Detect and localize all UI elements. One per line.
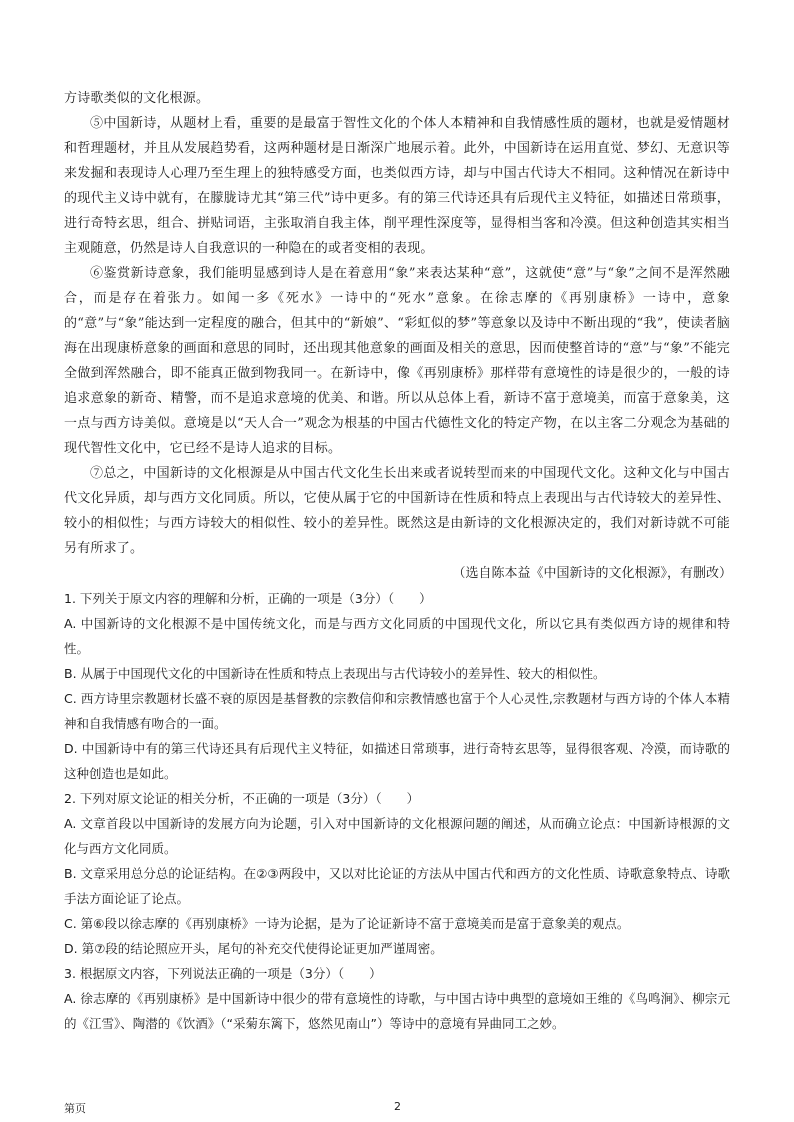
- passage-paragraph-5: ⑤中国新诗，从题材上看，重要的是最富于智性文化的个体人本精神和自我情感性质的题材，也就是爱情题材和哲理题材，并且从发展趋势看，这两种题材是日渐深广地展示着。此外，中国新诗在运用直觉、梦幻、无意识等来发掘和表现诗人心理乃至生理上的独特感受方面，也类似西方诗，却与中国古代诗大不相同。这种情况在新诗中的现代主义诗中就有，在朦胧诗尤其“第三代”诗中更多。有的第三代诗还具有后现代主义特征，如描述日常琐事，进行奇特玄思，组合、拼贴词语，主张取消自我主体，削平理性深度等，显得相当客和冷漠。但这种创造其实相当主观随意，仍然是诗人自我意识的一种隐在的或者变相的表现。: [64, 116, 730, 256]
- question-1-option-a: A. 中国新诗的文化根源不是中国传统文化，而是与西方文化同质的中国现代文化，所以它具有类似西方诗的规律和特性。: [64, 616, 730, 656]
- passage-source: （选自陈本益《中国新诗的文化根源》，有删改）: [452, 566, 732, 581]
- question-1-option-b: B. 从属于中国现代文化的中国新诗在性质和特点上表现出与古代诗较小的差异性、较大的相似性。: [64, 666, 606, 681]
- question-2-option-d: D. 第⑦段的结论照应开头，尾句的补充交代使得论证更加严谨周密。: [64, 941, 443, 956]
- passage-paragraph-6: ⑥鉴赏新诗意象，我们能明显感到诗人是在着意用“象”来表达某种“意”，这就使“意”与“象”之间不是浑然融合，而是存在着张力。如闻一多《死水》一诗中的“死水”意象。在徐志摩的《再别康桥》一诗中，意象的“意”与“象”能达到一定程度的融合，但其中的“新娘”、“彩虹似的梦”等意象以及诗中不断出现的“我”，使读者脑海在出现康桥意象的画面和意思的同时，还出现其他意象的画面及相关的意思，因而使整首诗的“意”与“象”不能完全做到浑然融合，即不能真正做到物我同一。在新诗中，像《再别康桥》那样带有意境性的诗是很少的，一般的诗追求意象的新奇、精警，而不是追求意境的优美、和谐。所以从总体上看，新诗不富于意境美，而富于意象美，这一点与西方诗美似。意境是以“天人合一”观念为根基的中国古代德性文化的特定产物，在以主客二分观念为基础的现代智性文化中，它已经不是诗人追求的目标。: [64, 266, 730, 456]
- question-3-stem: 3. 根据原文内容，下列说法正确的一项是（3分）（ ）: [64, 966, 382, 981]
- question-2-option-c: C. 第⑥段以徐志摩的《再别康桥》一诗为论据，是为了论证新诗不富于意境美而是富于意象美的观点。: [64, 916, 630, 931]
- question-3-option-a: A. 徐志摩的《再别康桥》是中国新诗中很少的带有意境性的诗歌，与中国古诗中典型的意境如王维的《鸟鸣涧》、柳宗元的《江雪》、陶潜的《饮酒》（“采菊东篱下，悠然见南山”）等诗中的意境有异曲同工之妙。: [64, 991, 730, 1031]
- footer-page-label: 第页: [64, 1102, 86, 1115]
- question-2-stem: 2. 下列对原文论证的相关分析，不正确的一项是（3分）（ ）: [64, 791, 420, 806]
- passage-paragraph-7: ⑦总之，中国新诗的文化根源是从中国古代文化生长出来或者说转型而来的中国现代文化。这种文化与中国古代文化异质，却与西方文化同质。所以，它使从属于它的中国新诗在性质和特点上表现出与古代诗较大的差异性、较小的相似性；与西方诗较大的相似性、较小的差异性。既然这是由新诗的文化根源决定的，我们对新诗就不可能另有所求了。: [64, 466, 730, 556]
- question-1-stem: 1. 下列关于原文内容的理解和分析，正确的一项是（3分）（ ）: [64, 591, 432, 606]
- question-2-option-b: B. 文章采用总分总的论证结构。在②③两段中，又以对比论证的方法从中国古代和西方的文化性质、诗歌意象特点、诗歌手法方面论证了论点。: [64, 866, 730, 906]
- question-1-option-c: C. 西方诗里宗教题材长盛不衰的原因是基督教的宗教信仰和宗教情感也富于个人心灵性,宗教题材与西方诗的个体人本精神和自我情感有吻合的一面。: [64, 691, 730, 731]
- passage-line-intro: 方诗歌类似的文化根源。: [64, 91, 210, 106]
- question-2-option-a: A. 文章首段以中国新诗的发展方向为论题，引入对中国新诗的文化根源问题的阐述，从而确立论点：中国新诗根源的文化与西方文化同质。: [64, 816, 730, 856]
- question-1-option-d: D. 中国新诗中有的第三代诗还具有后现代主义特征，如描述日常琐事，进行奇特玄思等，显得很客观、冷漠，而诗歌的这种创造也是如此。: [64, 741, 730, 781]
- footer-page-number: 2: [394, 1100, 401, 1113]
